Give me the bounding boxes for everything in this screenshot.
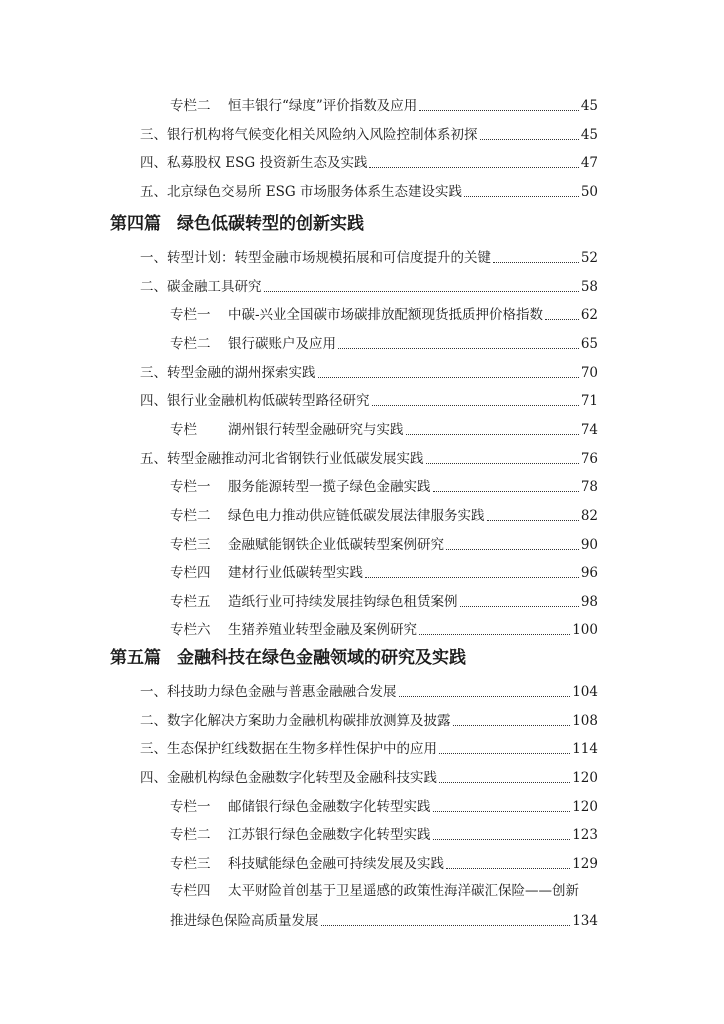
toc-entry[interactable] — [170, 615, 598, 639]
page-number: 134 — [572, 913, 598, 929]
page-number: 76 — [580, 451, 598, 467]
dot-leader — [453, 725, 571, 726]
dot-leader — [433, 491, 579, 492]
entry-title: 三、转型金融的湖州探索实践 — [140, 365, 316, 381]
entry-title: 江苏银行绿色金融数字化转型实践 — [228, 827, 431, 843]
column-tag: 专栏一 — [170, 799, 211, 815]
entry-title: 金融赋能钢铁企业低碳转型案例研究 — [228, 537, 444, 553]
dot-leader — [365, 577, 579, 578]
entry-title: 二、碳金融工具研究 — [140, 279, 262, 295]
entry-title-continued: 推进绿色保险高质量发展 — [170, 913, 319, 929]
dot-leader — [321, 925, 571, 926]
column-tag: 专栏二 — [170, 827, 211, 843]
dot-leader — [439, 753, 570, 754]
page-number: 120 — [572, 770, 598, 786]
column-tag: 专栏一 — [170, 307, 211, 323]
dot-leader — [264, 291, 579, 292]
dot-leader — [399, 696, 571, 697]
page-number: 114 — [572, 741, 598, 757]
entry-title: 造纸行业可持续发展挂钩绿色租赁案例 — [228, 594, 458, 610]
entry-title: 一、转型计划：转型金融市场规模拓展和可信度提升的关键 — [140, 250, 491, 266]
part-label: 第四篇 — [110, 214, 161, 234]
page-number: 71 — [580, 393, 598, 409]
toc-entry[interactable] — [140, 358, 598, 382]
dot-leader — [439, 782, 570, 783]
dot-leader — [460, 606, 579, 607]
dot-leader — [464, 196, 579, 197]
toc-entry[interactable] — [140, 148, 598, 172]
toc-entry[interactable] — [170, 849, 598, 873]
entry-title: 服务能源转型一揽子绿色金融实践 — [228, 479, 431, 495]
toc-entry[interactable] — [170, 906, 598, 930]
toc-entry[interactable] — [140, 272, 598, 296]
page-number: 104 — [572, 684, 598, 700]
dot-leader — [446, 549, 579, 550]
entry-title: 二、数字化解决方案助力金融机构碳排放测算及披露 — [140, 713, 451, 729]
dot-leader — [545, 319, 579, 320]
entry-title: 恒丰银行“绿度”评价指数及应用 — [228, 98, 418, 114]
column-tag: 专栏三 — [170, 537, 211, 553]
column-tag: 专栏 — [170, 422, 197, 438]
toc-entry[interactable] — [140, 386, 598, 410]
page-number: 120 — [572, 799, 598, 815]
toc-entry[interactable] — [170, 530, 598, 554]
column-tag: 专栏五 — [170, 594, 211, 610]
part-title: 绿色低碳转型的创新实践 — [177, 214, 364, 234]
page-number: 100 — [572, 622, 598, 638]
toc-entry[interactable] — [170, 300, 598, 324]
toc-entry[interactable] — [170, 587, 598, 611]
entry-title: 四、金融机构绿色金融数字化转型及金融科技实践 — [140, 770, 437, 786]
column-tag: 专栏四 — [170, 565, 211, 581]
column-tag: 专栏二 — [170, 336, 211, 352]
page-number: 108 — [572, 713, 598, 729]
entry-title: 银行碳账户及应用 — [228, 336, 336, 352]
page-number: 47 — [580, 155, 598, 171]
part-heading — [110, 213, 364, 235]
dot-leader — [406, 434, 579, 435]
entry-title: 建材行业低碳转型实践 — [228, 565, 363, 581]
dot-leader — [338, 348, 579, 349]
entry-title: 科技赋能绿色金融可持续发展及实践 — [228, 856, 444, 872]
dot-leader — [318, 377, 579, 378]
column-tag: 专栏六 — [170, 622, 211, 638]
page-number: 129 — [572, 856, 598, 872]
page-number: 65 — [580, 336, 598, 352]
part-heading — [110, 647, 466, 669]
page-number: 96 — [580, 565, 598, 581]
column-tag: 专栏二 — [170, 98, 211, 114]
page-number: 50 — [580, 184, 598, 200]
dot-leader — [369, 167, 578, 168]
page-number: 70 — [580, 365, 598, 381]
part-title: 金融科技在绿色金融领域的研究及实践 — [177, 648, 466, 668]
entry-title: 三、银行机构将气候变化相关风险纳入风险控制体系初探 — [140, 127, 478, 143]
toc-entry[interactable] — [140, 706, 598, 730]
toc-entry[interactable] — [140, 677, 598, 701]
entry-title: 太平财险首创基于卫星遥感的政策性海洋碳汇保险——创新 — [228, 883, 579, 899]
page-number: 82 — [580, 508, 598, 524]
toc-entry[interactable] — [170, 329, 598, 353]
column-tag: 专栏四 — [170, 883, 211, 899]
toc-entry[interactable] — [140, 177, 598, 201]
dot-leader — [487, 520, 579, 521]
dot-leader — [493, 262, 579, 263]
entry-title: 生猪养殖业转型金融及案例研究 — [228, 622, 417, 638]
entry-title: 一、科技助力绿色金融与普惠金融融合发展 — [140, 684, 397, 700]
entry-title: 绿色电力推动供应链低碳发展法律服务实践 — [228, 508, 485, 524]
page-number: 58 — [580, 279, 598, 295]
column-tag: 专栏一 — [170, 479, 211, 495]
toc-entry[interactable] — [170, 415, 598, 439]
toc-entry[interactable] — [140, 763, 598, 787]
toc-entry[interactable] — [170, 820, 598, 844]
dot-leader — [426, 463, 579, 464]
page-number: 123 — [572, 827, 598, 843]
part-label: 第五篇 — [110, 648, 161, 668]
toc-entry[interactable] — [170, 472, 598, 496]
toc-entry-first-line[interactable] — [170, 882, 579, 900]
toc-entry[interactable] — [140, 734, 598, 758]
entry-title: 四、银行业金融机构低碳转型路径研究 — [140, 393, 370, 409]
dot-leader — [433, 811, 571, 812]
page-number: 45 — [580, 98, 598, 114]
dot-leader — [433, 839, 571, 840]
entry-title: 中碳-兴业全国碳市场碳排放配额现货抵质押价格指数 — [228, 307, 544, 323]
column-tag: 专栏二 — [170, 508, 211, 524]
toc-entry[interactable] — [170, 501, 598, 525]
dot-leader — [419, 110, 579, 111]
toc-entry[interactable] — [140, 120, 598, 144]
dot-leader — [480, 139, 579, 140]
page-number: 78 — [580, 479, 598, 495]
dot-leader — [372, 405, 579, 406]
toc-entry[interactable] — [170, 792, 598, 816]
toc-entry[interactable] — [140, 444, 598, 468]
page-number: 62 — [580, 307, 598, 323]
toc-entry[interactable] — [170, 558, 598, 582]
entry-title: 邮储银行绿色金融数字化转型实践 — [228, 799, 431, 815]
entry-title: 湖州银行转型金融研究与实践 — [228, 422, 404, 438]
page-number: 90 — [580, 537, 598, 553]
dot-leader — [419, 634, 570, 635]
entry-title: 五、北京绿色交易所 ESG 市场服务体系生态建设实践 — [140, 184, 462, 200]
page-number: 74 — [580, 422, 598, 438]
entry-title: 三、生态保护红线数据在生物多样性保护中的应用 — [140, 741, 437, 757]
column-tag: 专栏三 — [170, 856, 211, 872]
page-number: 45 — [580, 127, 598, 143]
toc-entry[interactable] — [170, 91, 598, 115]
entry-title: 五、转型金融推动河北省钢铁行业低碳发展实践 — [140, 451, 424, 467]
entry-title: 四、私募股权 ESG 投资新生态及实践 — [140, 155, 368, 171]
page-number: 52 — [580, 250, 598, 266]
page-number: 98 — [580, 594, 598, 610]
dot-leader — [446, 868, 570, 869]
toc-entry[interactable] — [140, 243, 598, 267]
